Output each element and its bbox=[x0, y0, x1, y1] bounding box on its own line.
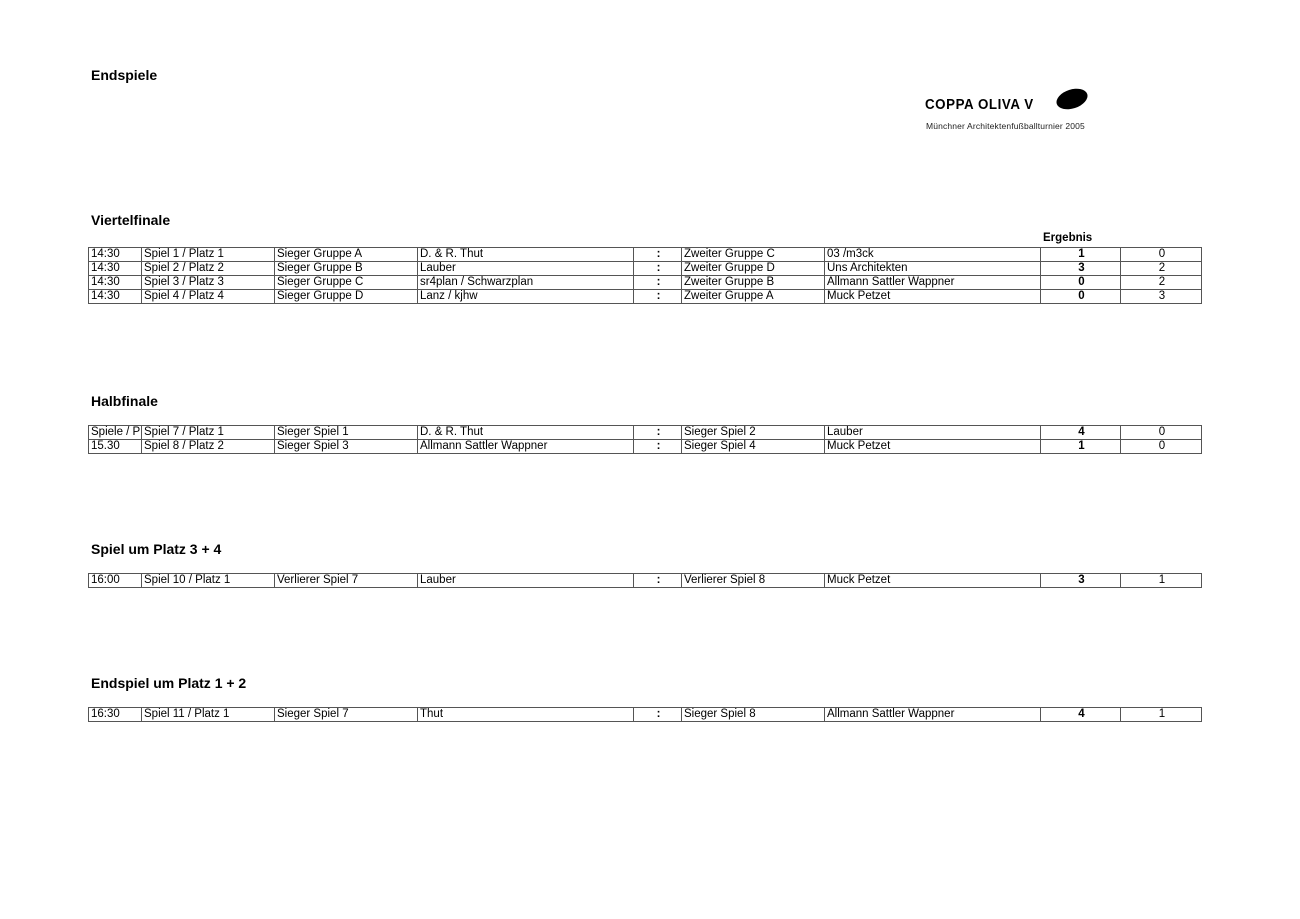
score-separator: : bbox=[634, 248, 682, 262]
home-score-cell: 0 bbox=[1041, 290, 1121, 304]
away-slot-cell: Sieger Spiel 2 bbox=[682, 426, 825, 440]
home-slot-cell: Sieger Gruppe D bbox=[275, 290, 418, 304]
away-slot-cell: Zweiter Gruppe B bbox=[682, 276, 825, 290]
match-time-cell: 14:30 bbox=[89, 276, 142, 290]
away-score-cell: 0 bbox=[1121, 426, 1202, 440]
away-score-cell: 0 bbox=[1121, 248, 1202, 262]
score-separator: : bbox=[634, 262, 682, 276]
logo-title: COPPA OLIVA V bbox=[925, 97, 1034, 113]
ergebnis-header: Ergebnis bbox=[1043, 232, 1093, 244]
score-separator: : bbox=[634, 276, 682, 290]
platz-3-4-table bbox=[88, 573, 1202, 588]
home-slot-cell: Sieger Gruppe A bbox=[275, 248, 418, 262]
home-score-cell: 3 bbox=[1041, 262, 1121, 276]
halbfinale-table bbox=[88, 425, 1202, 454]
score-separator: : bbox=[634, 708, 682, 722]
match-game-cell: Spiel 7 / Platz 1 bbox=[142, 426, 275, 440]
away-score-cell: 1 bbox=[1121, 708, 1202, 722]
match-time-cell: 14:30 bbox=[89, 248, 142, 262]
home-slot-cell: Sieger Spiel 7 bbox=[275, 708, 418, 722]
away-score-cell: 3 bbox=[1121, 290, 1202, 304]
section-heading-viertelfinale: Viertelfinale bbox=[91, 212, 171, 228]
score-separator: : bbox=[634, 426, 682, 440]
table-row bbox=[89, 248, 1202, 262]
match-time-cell: Spiele / P bbox=[89, 426, 142, 440]
home-team-cell: sr4plan / Schwarzplan bbox=[418, 276, 634, 290]
away-team-cell: Lauber bbox=[825, 426, 1041, 440]
home-team-cell: Allmann Sattler Wappner bbox=[418, 440, 634, 454]
match-time-cell: 16:00 bbox=[89, 574, 142, 588]
table-row bbox=[89, 426, 1202, 440]
match-game-cell: Spiel 11 / Platz 1 bbox=[142, 708, 275, 722]
home-slot-cell: Sieger Spiel 1 bbox=[275, 426, 418, 440]
score-separator: : bbox=[634, 440, 682, 454]
home-slot-cell: Sieger Gruppe B bbox=[275, 262, 418, 276]
table-row bbox=[89, 574, 1202, 588]
home-slot-cell: Verlierer Spiel 7 bbox=[275, 574, 418, 588]
section-heading-endspiel: Endspiel um Platz 1 + 2 bbox=[91, 675, 247, 691]
away-team-cell: 03 /m3ck bbox=[825, 248, 1041, 262]
logo-subtitle: Münchner Architektenfußballturnier 2005 bbox=[926, 121, 1085, 131]
away-score-cell: 1 bbox=[1121, 574, 1202, 588]
table-row bbox=[89, 290, 1202, 304]
away-team-cell: Muck Petzet bbox=[825, 290, 1041, 304]
away-score-cell: 0 bbox=[1121, 440, 1202, 454]
away-team-cell: Uns Architekten bbox=[825, 262, 1041, 276]
home-score-cell: 0 bbox=[1041, 276, 1121, 290]
away-slot-cell: Verlierer Spiel 8 bbox=[682, 574, 825, 588]
away-team-cell: Muck Petzet bbox=[825, 440, 1041, 454]
match-time-cell: 14:30 bbox=[89, 290, 142, 304]
home-slot-cell: Sieger Gruppe C bbox=[275, 276, 418, 290]
away-score-cell: 2 bbox=[1121, 262, 1202, 276]
away-team-cell: Muck Petzet bbox=[825, 574, 1041, 588]
viertelfinale-table bbox=[88, 247, 1202, 304]
olive-logo-icon bbox=[1055, 88, 1089, 110]
home-team-cell: D. & R. Thut bbox=[418, 426, 634, 440]
home-score-cell: 3 bbox=[1041, 574, 1121, 588]
match-game-cell: Spiel 4 / Platz 4 bbox=[142, 290, 275, 304]
home-team-cell: Thut bbox=[418, 708, 634, 722]
away-slot-cell: Sieger Spiel 4 bbox=[682, 440, 825, 454]
away-slot-cell: Sieger Spiel 8 bbox=[682, 708, 825, 722]
match-game-cell: Spiel 3 / Platz 3 bbox=[142, 276, 275, 290]
home-slot-cell: Sieger Spiel 3 bbox=[275, 440, 418, 454]
match-game-cell: Spiel 8 / Platz 2 bbox=[142, 440, 275, 454]
home-score-cell: 1 bbox=[1041, 440, 1121, 454]
section-heading-platz-3-4: Spiel um Platz 3 + 4 bbox=[91, 541, 222, 557]
home-score-cell: 4 bbox=[1041, 426, 1121, 440]
away-score-cell: 2 bbox=[1121, 276, 1202, 290]
match-game-cell: Spiel 1 / Platz 1 bbox=[142, 248, 275, 262]
page-title: Endspiele bbox=[91, 67, 158, 83]
endspiel-table bbox=[88, 707, 1202, 722]
table-row bbox=[89, 262, 1202, 276]
match-time-cell: 14:30 bbox=[89, 262, 142, 276]
match-time-cell: 15.30 bbox=[89, 440, 142, 454]
logo bbox=[925, 86, 1105, 134]
away-slot-cell: Zweiter Gruppe D bbox=[682, 262, 825, 276]
table-row bbox=[89, 276, 1202, 290]
home-score-cell: 1 bbox=[1041, 248, 1121, 262]
score-separator: : bbox=[634, 574, 682, 588]
away-team-cell: Allmann Sattler Wappner bbox=[825, 708, 1041, 722]
home-team-cell: D. & R. Thut bbox=[418, 248, 634, 262]
home-team-cell: Lauber bbox=[418, 574, 634, 588]
table-row bbox=[89, 708, 1202, 722]
home-score-cell: 4 bbox=[1041, 708, 1121, 722]
match-game-cell: Spiel 2 / Platz 2 bbox=[142, 262, 275, 276]
score-separator: : bbox=[634, 290, 682, 304]
section-heading-halbfinale: Halbfinale bbox=[91, 393, 158, 409]
match-game-cell: Spiel 10 / Platz 1 bbox=[142, 574, 275, 588]
away-team-cell: Allmann Sattler Wappner bbox=[825, 276, 1041, 290]
home-team-cell: Lauber bbox=[418, 262, 634, 276]
table-row bbox=[89, 440, 1202, 454]
away-slot-cell: Zweiter Gruppe A bbox=[682, 290, 825, 304]
home-team-cell: Lanz / kjhw bbox=[418, 290, 634, 304]
match-time-cell: 16:30 bbox=[89, 708, 142, 722]
away-slot-cell: Zweiter Gruppe C bbox=[682, 248, 825, 262]
